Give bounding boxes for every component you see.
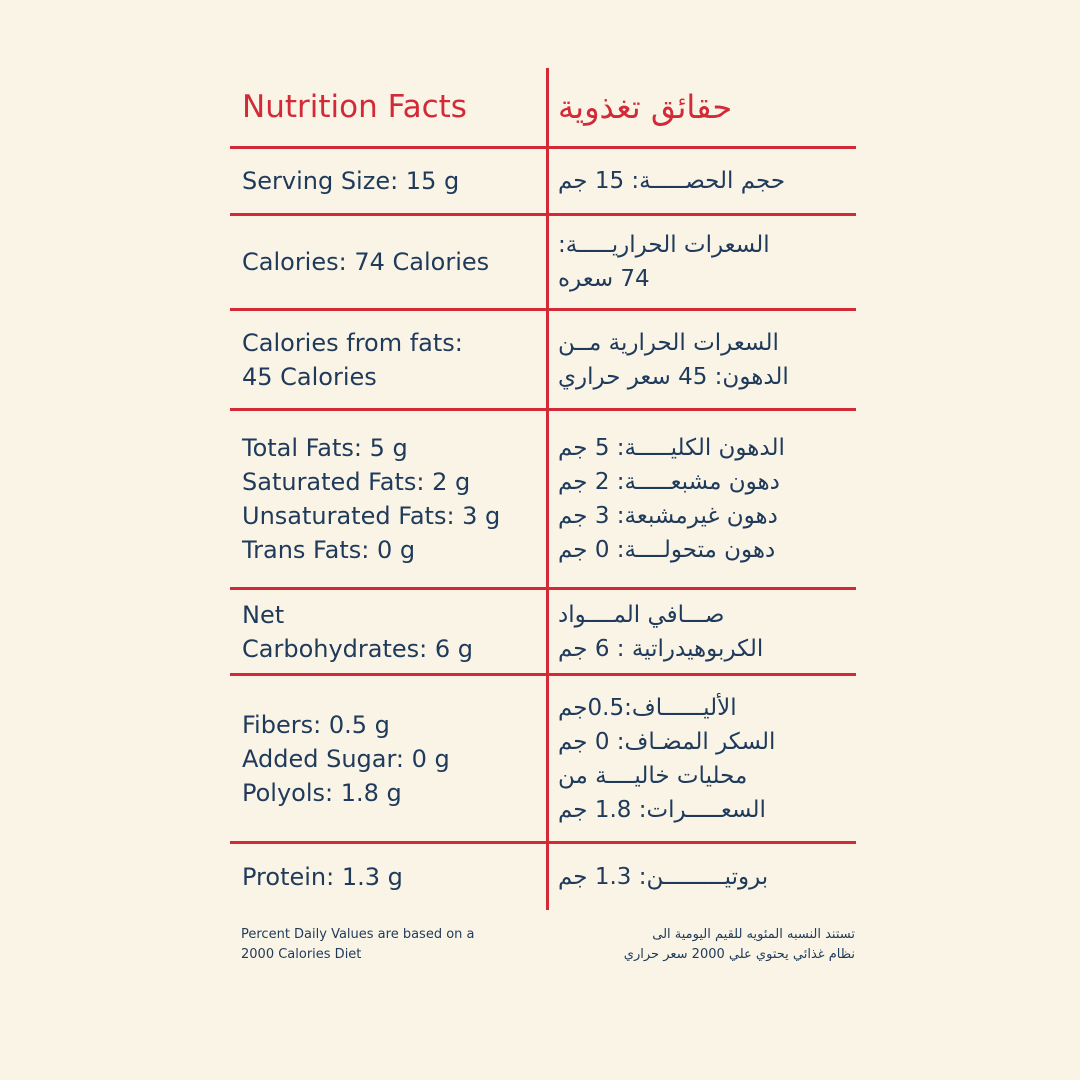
unsaturated-fats-en: Unsaturated Fats: 3 g <box>242 502 501 530</box>
polyols-ar-line1: محليات خاليــــة من <box>558 762 748 789</box>
footnote-ar <box>540 925 855 965</box>
polyols-ar-line2: السعـــــرات: 1.8 جم <box>558 796 766 823</box>
net-carbs-ar-line1: صـــافي المــــواد <box>558 601 725 628</box>
calories-fat-ar-line1: السعرات الحرارية مــن <box>558 329 779 356</box>
row-calories-en <box>242 216 538 308</box>
serving-size-en: Serving Size: 15 g <box>242 167 460 195</box>
added-sugar-ar: السكر المضـاف: 0 جم <box>558 728 776 755</box>
calories-fat-ar-line2: الدهون: 45 سعر حراري <box>558 363 789 390</box>
row-fats-en <box>242 411 538 587</box>
row-serving-ar <box>558 149 848 213</box>
calories-fat-en-line1: Calories from fats: <box>242 328 463 357</box>
title-ar: حقائق تغذوية <box>558 88 733 126</box>
added-sugar-en: Added Sugar: 0 g <box>242 744 450 773</box>
fibers-en: Fibers: 0.5 g <box>242 710 390 739</box>
row-calories-fat-ar <box>558 311 848 408</box>
nutrition-table <box>230 68 856 910</box>
saturated-fats-ar: دهون مشبعـــــة: 2 جم <box>558 469 780 495</box>
row-carbs-en <box>242 590 538 673</box>
row-serving-en <box>242 149 538 213</box>
row-carbs-ar <box>558 590 848 673</box>
calories-en: Calories: 74 Calories <box>242 248 490 276</box>
row-protein-ar <box>558 844 848 910</box>
footnote-ar-line2: نظام غذائي يحتوي علي 2000 سعر حراري <box>623 947 855 962</box>
net-carbs-en-line2: Carbohydrates: 6 g <box>242 634 473 663</box>
serving-size-ar: حجم الحصـــــة: 15 جم <box>558 168 786 194</box>
footnote-en <box>241 925 541 965</box>
net-carbs-ar-line2: الكربوهيدراتية : 6 جم <box>558 635 764 662</box>
unsaturated-fats-ar: دهون غيرمشبعة: 3 جم <box>558 503 778 529</box>
row-fibers-ar <box>558 676 848 841</box>
footnote-en-line2: 2000 Calories Diet <box>241 947 362 962</box>
protein-ar: بروتيـــــــــن: 1.3 جم <box>558 864 769 890</box>
net-carbs-en-line1: Net <box>242 600 285 629</box>
row-calories-fat-en <box>242 311 538 408</box>
polyols-en: Polyols: 1.8 g <box>242 778 402 807</box>
header-en-cell <box>242 68 538 146</box>
trans-fats-en: Trans Fats: 0 g <box>242 536 416 564</box>
total-fats-ar: الدهون الكليـــــة: 5 جم <box>558 435 785 461</box>
footnote-ar-line1: تستند النسبه المئويه للقيم اليومية الى <box>652 927 855 942</box>
row-protein-en <box>242 844 538 910</box>
protein-en: Protein: 1.3 g <box>242 863 403 891</box>
calories-ar-line1: السعرات الحراريـــــة: <box>558 232 770 258</box>
fibers-ar: الأليــــــاف:0.5جم <box>558 694 737 721</box>
total-fats-en: Total Fats: 5 g <box>242 434 408 462</box>
title-en: Nutrition Facts <box>242 89 467 125</box>
row-fats-ar <box>558 411 848 587</box>
row-calories-ar <box>558 216 848 308</box>
calories-fat-en-line2: 45 Calories <box>242 362 377 391</box>
column-divider <box>546 68 549 910</box>
header-ar-cell <box>558 68 848 146</box>
saturated-fats-en: Saturated Fats: 2 g <box>242 468 471 496</box>
trans-fats-ar: دهون متحولــــة: 0 جم <box>558 537 776 563</box>
calories-ar-line2: 74 سعره <box>558 266 650 292</box>
footnote-en-line1: Percent Daily Values are based on a <box>241 927 475 942</box>
row-fibers-en <box>242 676 538 841</box>
